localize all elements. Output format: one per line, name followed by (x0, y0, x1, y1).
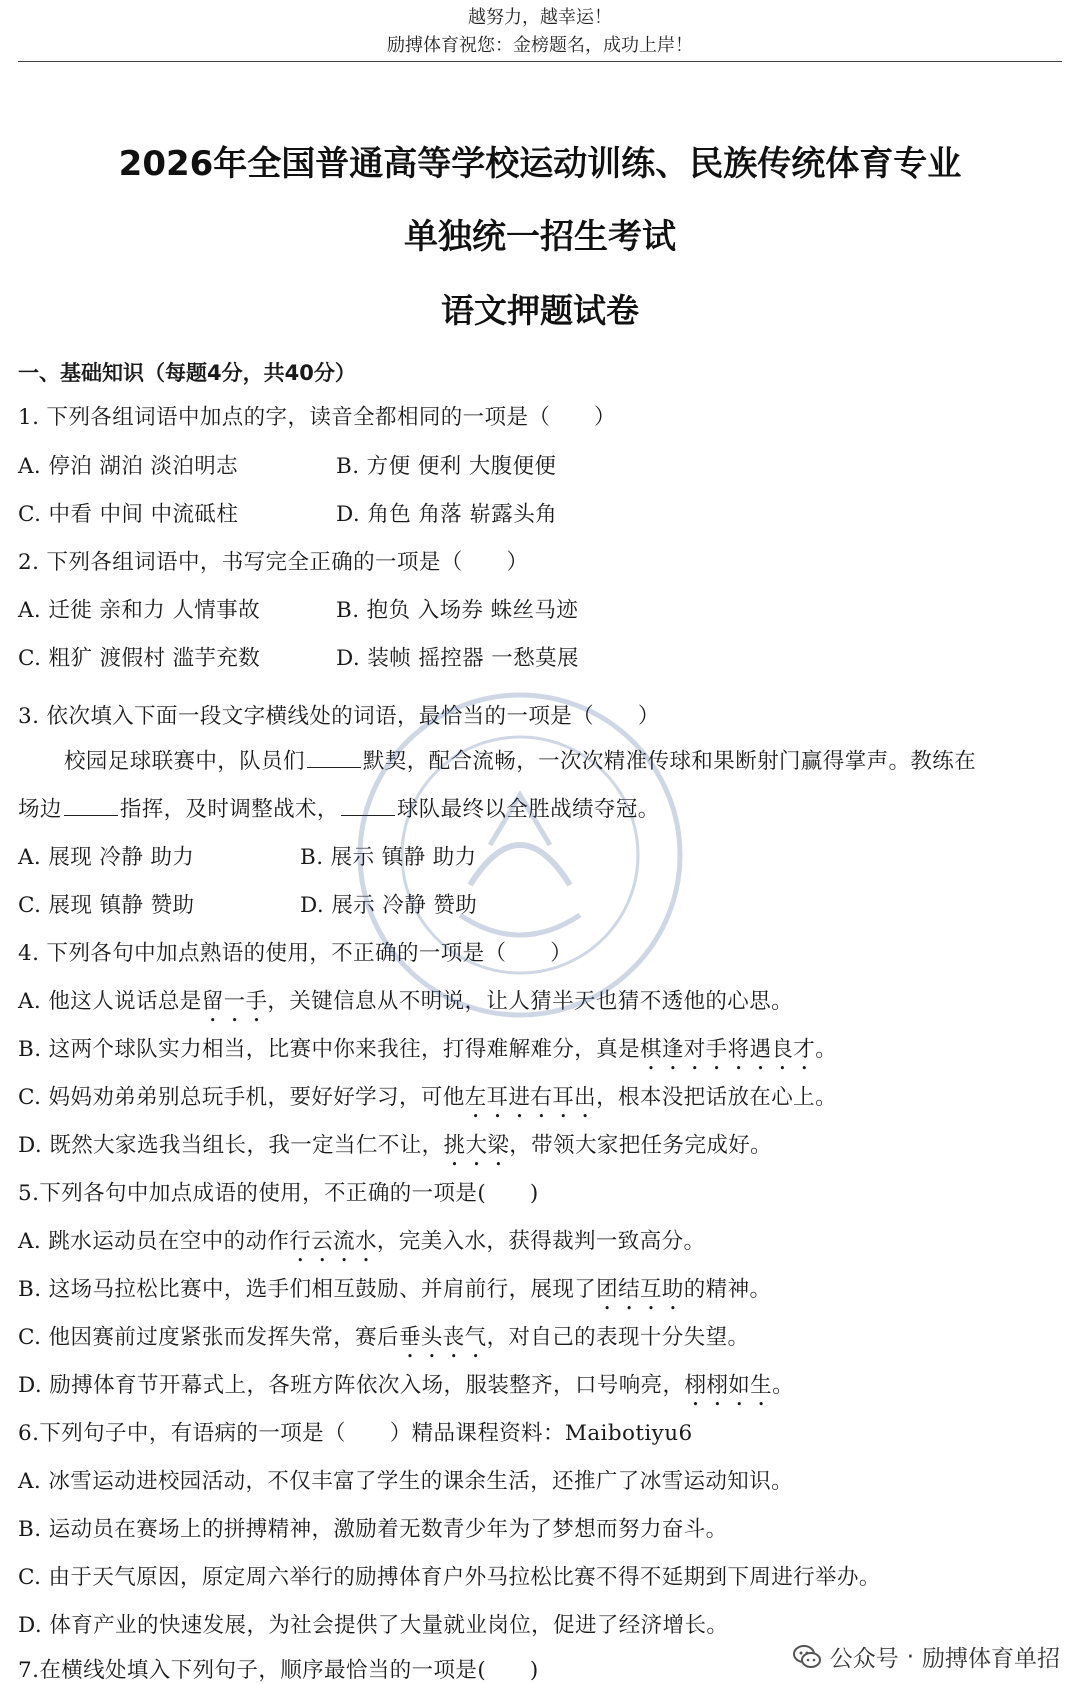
q5-option-b (18, 1272, 771, 1315)
section-heading: 一、基础知识（每题4分，共40分） (18, 361, 356, 385)
q6-option-d: D. 体育产业的快速发展，为社会提供了大量就业岗位，促进了经济增长。 (18, 1613, 729, 1638)
header-wish: 励搏体育祝您：金榜题名，成功上岸！ (387, 35, 693, 56)
q2-stem: 2. 下列各组词语中，书写完全正确的一项是（ ） (18, 550, 529, 575)
option-text: C. 他因赛前过度紧张而发挥失常，赛后 (18, 1325, 399, 1350)
q6-option-c: C. 由于天气原因，原定周六举行的励搏体育户外马拉松比赛不得不延期到下周进行举办。 (18, 1565, 881, 1590)
passage-text: 校园足球联赛中，队员们 (64, 749, 305, 774)
option-text: ，带领大家把任务完成好。 (509, 1133, 773, 1158)
q1-option-d: D. 角色 角落 崭露头角 (336, 502, 558, 527)
option-text: 。 (815, 1037, 838, 1062)
q5-option-d (18, 1368, 794, 1411)
q5-stem: 5.下列各句中加点成语的使用，不正确的一项是( ) (18, 1181, 539, 1206)
q1-stem: 1. 下列各组词语中加点的字，读音全都相同的一项是（ ） (18, 405, 616, 430)
option-text: A. 跳水运动员在空中的动作 (18, 1229, 290, 1254)
footer-platform: 公众号 (829, 1646, 899, 1672)
option-text: 。 (772, 1373, 794, 1398)
dotted-phrase: 垂头丧气 (398, 1325, 487, 1350)
q6-stem: 6.下列句子中，有语病的一项是（ ）精品课程资料：Maibotiyu6 (18, 1421, 693, 1446)
q5-option-a (18, 1224, 705, 1267)
q4-option-c (18, 1080, 837, 1123)
exam-subtitle: 语文押题试卷 (441, 291, 639, 330)
option-text: ，关键信息从不明说，让人猜半天也猜不透他的心思。 (267, 989, 794, 1014)
q3-option-b: B. 展示 镇静 助力 (300, 845, 477, 870)
option-text: B. 这两个球队实力相当，比赛中你来我往，打得难解难分，真是 (18, 1037, 640, 1062)
option-text: ，根本没把话放在心上。 (596, 1085, 837, 1110)
q2-option-b: B. 抱负 入场券 蛛丝马迹 (336, 598, 579, 623)
dotted-phrase: 棋逢对手将遇良才 (639, 1037, 816, 1062)
q1-option-b: B. 方便 便利 大腹便便 (336, 454, 557, 479)
passage-text: 球队最终以全胜战绩夺冠。 (396, 797, 660, 822)
page-header (0, 4, 1080, 60)
q3-stem: 3. 依次填入下面一段文字横线处的词语，最恰当的一项是（ ） (18, 704, 660, 729)
passage-text: 场边 (18, 797, 62, 822)
dotted-phrase: 栩栩如生 (684, 1373, 773, 1398)
option-text: C. 妈妈劝弟弟别总玩手机，要好好学习，可他 (18, 1085, 465, 1110)
passage-text: 默契，配合流畅，一次次精准传球和果断射门赢得掌声。教练在 (362, 749, 977, 774)
q2-option-a: A. 迁徙 亲和力 人情事故 (18, 598, 260, 623)
q4-option-b (18, 1032, 837, 1075)
wechat-icon (792, 1642, 822, 1672)
fill-blank (64, 797, 118, 816)
q6-option-a: A. 冰雪运动进校园活动，不仅丰富了学生的课余生活，还推广了冰雪运动知识。 (18, 1469, 793, 1494)
exam-title-line1: 2026年全国普通高等学校运动训练、民族传统体育专业 (118, 144, 962, 184)
q6-option-b: B. 运动员在赛场上的拼搏精神，激励着无数青少年为了梦想而努力奋斗。 (18, 1517, 728, 1542)
header-slogan: 越努力，越幸运！ (468, 7, 612, 28)
q2-option-c: C. 粗犷 渡假村 滥芋充数 (18, 646, 261, 671)
q4-stem: 4. 下列各句中加点熟语的使用，不正确的一项是（ ） (18, 941, 573, 966)
q1-option-a: A. 停泊 湖泊 淡泊明志 (18, 454, 239, 479)
dotted-phrase: 留一手 (201, 989, 268, 1014)
dotted-phrase: 行云流水 (289, 1229, 377, 1254)
dotted-phrase: 团结互助 (596, 1277, 684, 1302)
option-text: ，对自己的表现十分失望。 (486, 1325, 750, 1350)
passage-text: 指挥，及时调整战术， (119, 797, 339, 822)
header-divider (18, 61, 1062, 62)
q3-option-c: C. 展现 镇静 赞助 (18, 893, 195, 918)
footer-brand-name: 励搏体育单招 (922, 1646, 1060, 1672)
footer-separator: · (906, 1643, 914, 1670)
option-text: B. 这场马拉松比赛中，选手们相互鼓励、并肩前行，展现了 (18, 1277, 597, 1302)
option-text: A. 他这人说话总是 (18, 989, 202, 1014)
q2-option-d: D. 装帧 摇控器 一愁莫展 (336, 646, 579, 671)
dotted-phrase: 左耳进右耳出 (464, 1085, 597, 1110)
q4-option-d (18, 1128, 772, 1171)
option-text: 的精神。 (683, 1277, 772, 1302)
option-text: D. 励搏体育节开幕式上，各班方阵依次入场，服装整齐，口号响亮， (18, 1373, 685, 1398)
option-text: ，完美入水，获得裁判一致高分。 (376, 1229, 706, 1254)
exam-title-line2: 单独统一招生考试 (404, 217, 676, 257)
q3-option-a: A. 展现 冷静 助力 (18, 845, 195, 870)
option-text: D. 既然大家选我当组长，我一定当仁不让， (18, 1133, 444, 1158)
q7-stem: 7.在横线处填入下列句子，顺序最恰当的一项是( ) (18, 1658, 539, 1683)
q1-option-c: C. 中看 中间 中流砥柱 (18, 502, 239, 527)
footer-brand (786, 1638, 1066, 1675)
q3-option-d: D. 展示 冷静 赞助 (300, 893, 478, 918)
dotted-phrase: 挑大梁 (443, 1133, 510, 1158)
q5-option-c (18, 1320, 749, 1363)
watermark-seal-icon (350, 685, 690, 1025)
